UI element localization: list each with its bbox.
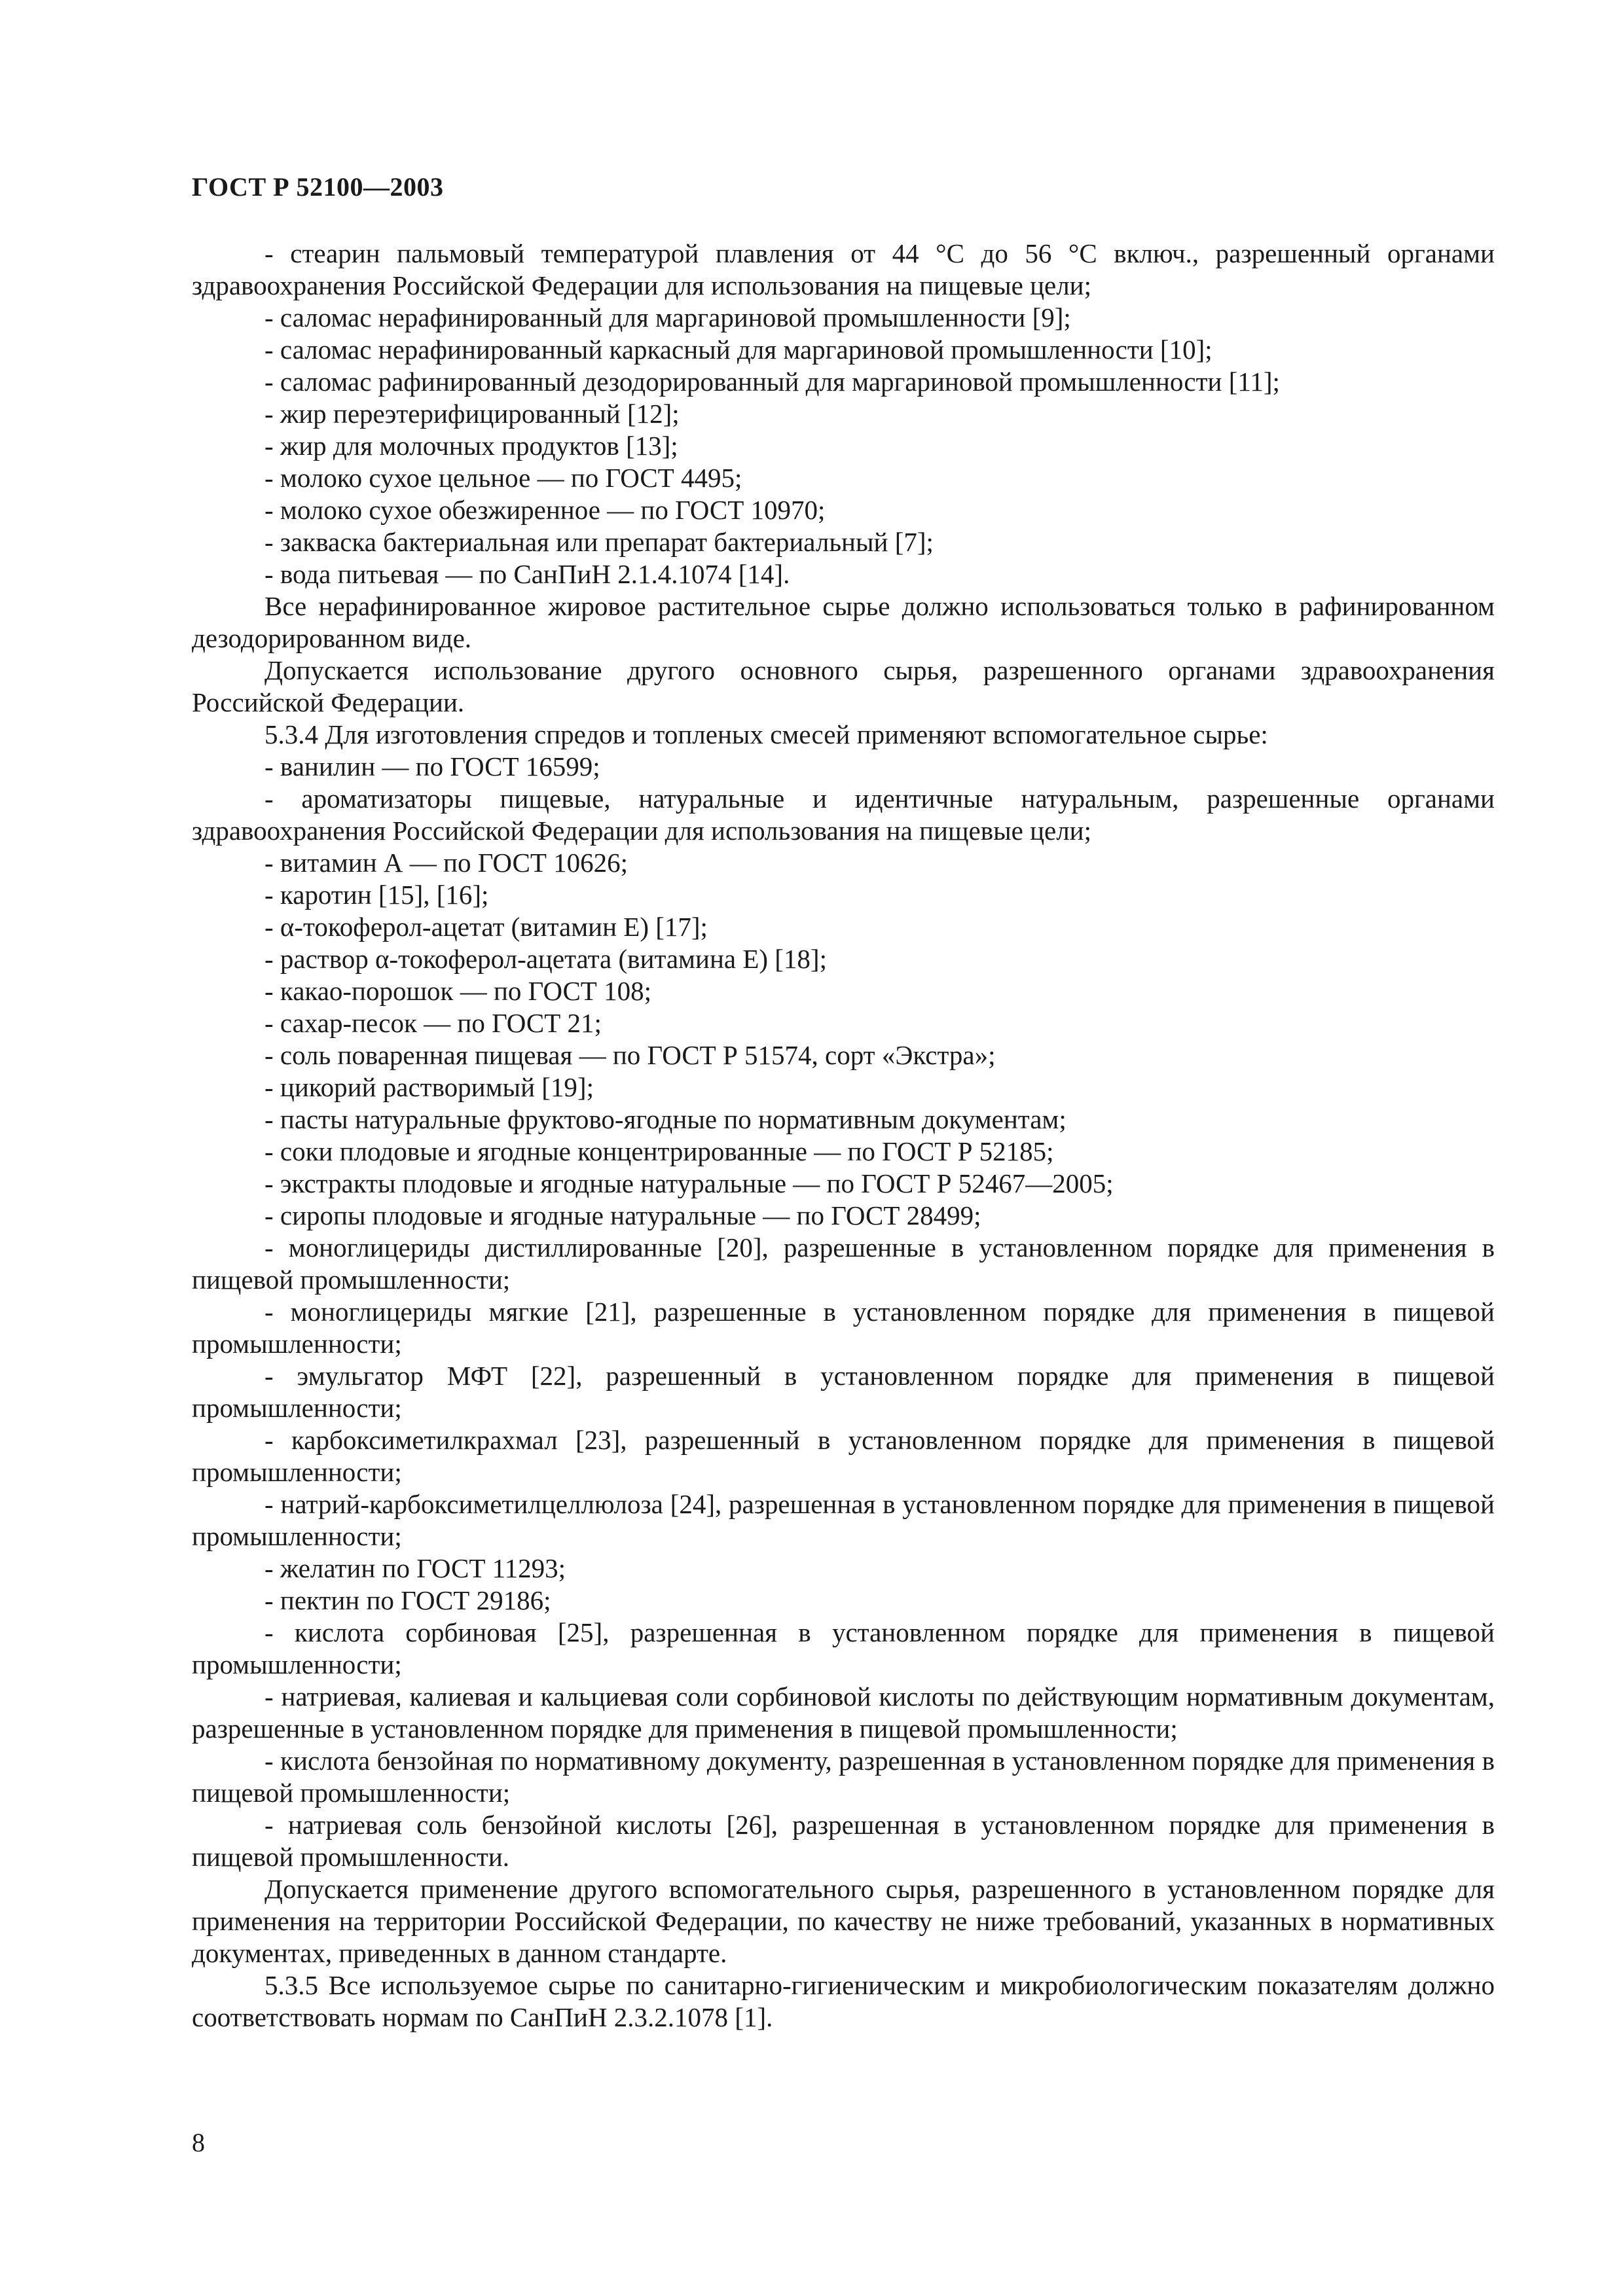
paragraph: - соки плодовые и ягодные концентрированные — по ГОСТ Р 52185; bbox=[264, 1136, 1054, 1166]
paragraph: - карбоксиметилкрахмал [23], разрешенный в установленном порядке для применения в пищевой промышленности; bbox=[192, 1425, 1495, 1487]
paragraph: - ароматизаторы пищевые, натуральные и идентичные натуральным, разрешенные органами здравоохранения Российской Федерации для использования на пищевые цели; bbox=[192, 783, 1495, 846]
paragraph: - экстракты плодовые и ягодные натуральные — по ГОСТ Р 52467—2005; bbox=[264, 1168, 1114, 1198]
doc-header-code: ГОСТ Р 52100—2003 bbox=[192, 172, 444, 202]
paragraph: - саломас нерафинированный каркасный для маргариновой промышленности [10]; bbox=[264, 334, 1213, 365]
paragraph: - кислота бензойная по нормативному документу, разрешенная в установленном порядке для применения в пищевой промышленности; bbox=[192, 1746, 1495, 1808]
paragraph: - сахар-песок — по ГОСТ 21; bbox=[264, 1008, 602, 1038]
paragraph: - молоко сухое цельное — по ГОСТ 4495; bbox=[264, 463, 742, 493]
paragraph: - какао-порошок — по ГОСТ 108; bbox=[264, 976, 651, 1006]
paragraph: - вода питьевая — по СанПиН 2.1.4.1074 [14]. bbox=[264, 559, 790, 589]
paragraph: Допускается использование другого основного сырья, разрешенного органами здравоохранения Российской Федерации. bbox=[192, 655, 1495, 717]
paragraph: - моноглицериды дистиллированные [20], разрешенные в установленном порядке для применения в пищевой промышленности; bbox=[192, 1232, 1495, 1295]
paragraph: - пасты натуральные фруктово-ягодные по нормативным документам; bbox=[264, 1104, 1067, 1134]
paragraph: - желатин по ГОСТ 11293; bbox=[264, 1553, 566, 1583]
paragraph: - натриевая, калиевая и кальциевая соли сорбиновой кислоты по действующим нормативным документам, разрешенные в установленном порядке для применения в пищевой промышленности; bbox=[192, 1681, 1495, 1744]
paragraph: - моноглицериды мягкие [21], разрешенные в установленном порядке для применения в пищевой промышленности; bbox=[192, 1297, 1495, 1359]
paragraph: - жир переэтерифицированный [12]; bbox=[264, 399, 680, 429]
doc-body bbox=[192, 238, 1495, 2034]
paragraph: - жир для молочных продуктов [13]; bbox=[264, 431, 678, 461]
paragraph: - сиропы плодовые и ягодные натуральные — по ГОСТ 28499; bbox=[264, 1200, 981, 1230]
paragraph: - витамин А — по ГОСТ 10626; bbox=[264, 848, 629, 878]
paragraph: 5.3.4 Для изготовления спредов и топленых смесей применяют вспомогательное сырье: bbox=[264, 719, 1268, 749]
paragraph: 5.3.5 Все используемое сырье по санитарно-гигиеническим и микробиологическим показателям должно соответствовать нормам по СанПиН 2.3.2.1078 [1]. bbox=[192, 1970, 1495, 2032]
page-number: 8 bbox=[192, 2128, 205, 2157]
paragraph: - натрий-карбоксиметилцеллюлоза [24], разрешенная в установленном порядке для применения в пищевой промышленности; bbox=[192, 1489, 1495, 1551]
paragraph: - α-токоферол-ацетат (витамин Е) [17]; bbox=[264, 912, 708, 942]
paragraph: - цикорий растворимый [19]; bbox=[264, 1072, 594, 1102]
paragraph: - стеарин пальмовый температурой плавления от 44 °С до 56 °С включ., разрешенный органами здравоохранения Российской Федерации для использования на пищевые цели; bbox=[192, 238, 1495, 300]
paragraph: - саломас рафинированный дезодорированный для маргариновой промышленности [11]; bbox=[264, 367, 1280, 397]
paragraph: - ванилин — по ГОСТ 16599; bbox=[264, 751, 600, 781]
paragraph: - натриевая соль бензойной кислоты [26], разрешенная в установленном порядке для применения в пищевой промышленности. bbox=[192, 1810, 1495, 1872]
paragraph: Все нерафинированное жировое растительное сырье должно использоваться только в рафинированном дезодорированном виде. bbox=[192, 591, 1495, 653]
paragraph: - каротин [15], [16]; bbox=[264, 880, 489, 910]
paragraph: - молоко сухое обезжиренное — по ГОСТ 10970; bbox=[264, 495, 826, 525]
paragraph: - саломас нерафинированный для маргариновой промышленности [9]; bbox=[264, 302, 1071, 332]
paragraph: - пектин по ГОСТ 29186; bbox=[264, 1585, 551, 1615]
paragraph: - раствор α-токоферол-ацетата (витамина Е) [18]; bbox=[264, 944, 827, 974]
paragraph: - соль поваренная пищевая — по ГОСТ Р 51574, сорт «Экстра»; bbox=[264, 1040, 996, 1070]
paragraph: - закваска бактериальная или препарат бактериальный [7]; bbox=[264, 527, 934, 557]
paragraph: - кислота сорбиновая [25], разрешенная в установленном порядке для применения в пищевой промышленности; bbox=[192, 1617, 1495, 1679]
paragraph: Допускается применение другого вспомогательного сырья, разрешенного в установленном порядке для применения на территории Российской Федерации, по качеству не ниже требований, указанных в нормативных документах, приведенных в данном стандарте. bbox=[192, 1874, 1495, 1968]
paragraph: - эмульгатор МФТ [22], разрешенный в установленном порядке для применения в пищевой промышленности; bbox=[192, 1361, 1495, 1423]
